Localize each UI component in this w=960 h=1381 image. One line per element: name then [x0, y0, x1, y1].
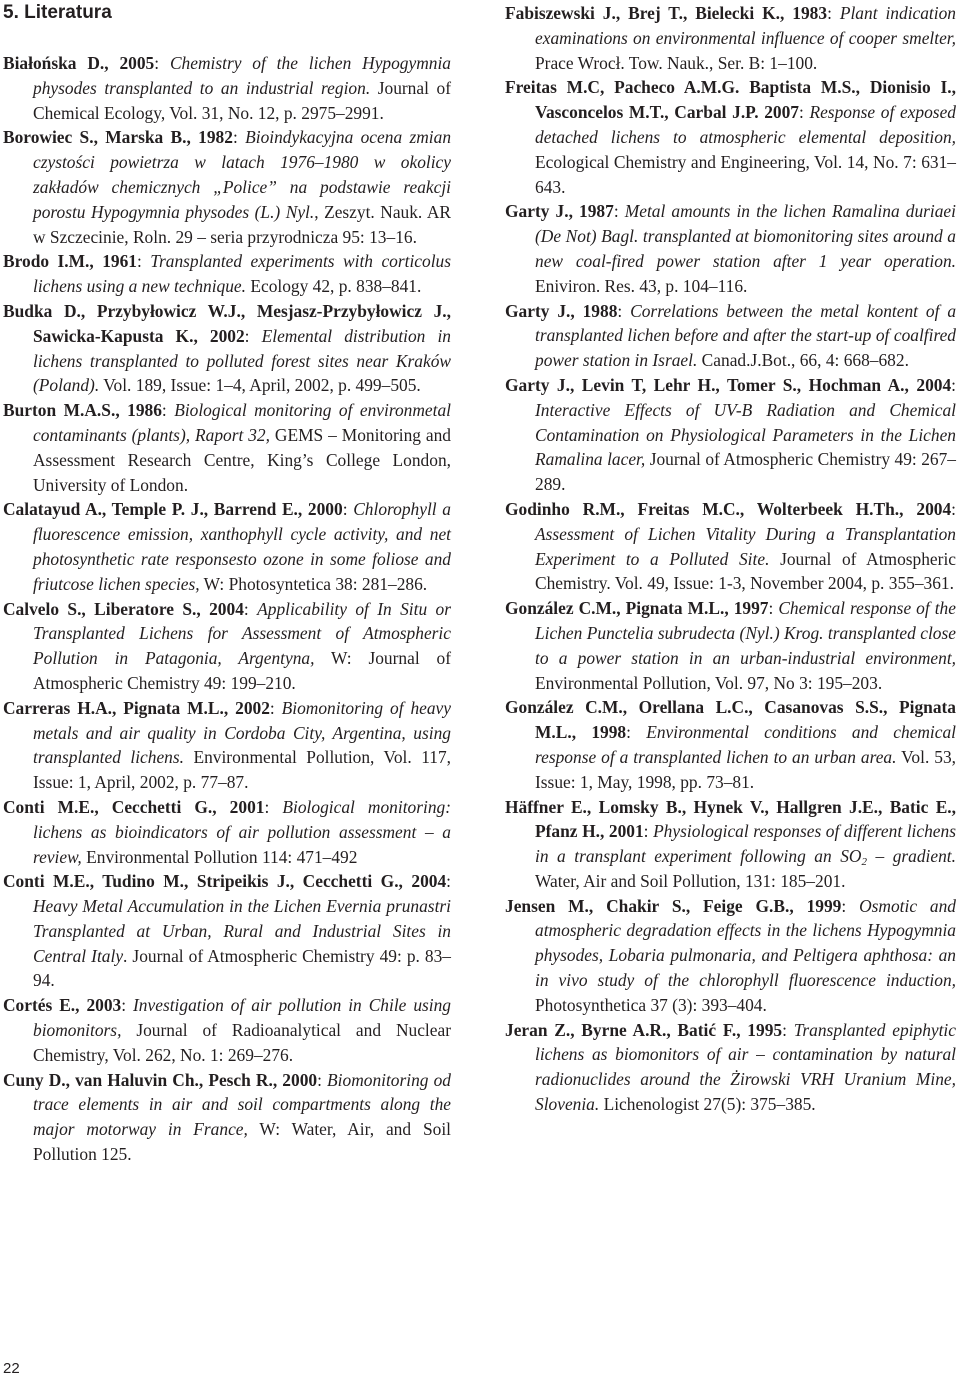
reference-year: , 2004	[196, 598, 244, 619]
reference-entry	[3, 398, 451, 497]
reference-source: Vol. 53, Issue: 1, May, 1998, pp. 73–81.	[535, 746, 956, 792]
reference-separator: :	[768, 598, 779, 619]
reference-entry	[505, 795, 956, 894]
reference-separator: :	[626, 722, 647, 743]
reference-year: , 2000	[272, 1069, 318, 1090]
reference-source: Ecology 42, p. 838–841.	[246, 276, 422, 297]
reference-separator: :	[243, 598, 258, 619]
reference-entry	[3, 125, 451, 249]
reference-title-subscript: 2	[861, 856, 867, 869]
reference-authors: Conti M.E., Cecchetti G.	[3, 796, 213, 817]
reference-source: Photosynthetica 37 (3): 393–404.	[535, 994, 767, 1015]
reference-authors: Burton M.A.S.	[3, 400, 116, 421]
reference-authors: González C.M., Pignata M.L.	[505, 598, 725, 619]
reference-entry	[505, 596, 956, 695]
reference-source: Environmental Pollution, Vol. 117, Issue: 1, April, 2002, p. 77–87.	[33, 747, 451, 793]
reference-separator: :	[342, 499, 354, 520]
reference-separator: :	[269, 697, 282, 718]
reference-separator: :	[827, 3, 840, 23]
reference-separator: :	[137, 251, 151, 272]
reference-separator: :	[613, 201, 625, 222]
page-number: 22	[3, 1360, 20, 1377]
reference-year: , 1987	[568, 201, 614, 222]
reference-title: Biological monitoring: lichens as bioindicators of air pollution assessment – a review,	[33, 796, 452, 867]
reference-source: Canad.J.Bot., 66, 4: 668–682.	[697, 350, 909, 371]
reference-source: GEMS – Monitoring and Assessment Research Centre, King’s College London, University of London.	[33, 424, 451, 495]
reference-source: Vol. 189, Issue: 1–4, April, 2002, p. 499–505.	[99, 375, 421, 396]
reference-title: Chemistry of the lichen Hypogymnia physodes transplanted to an industrial region.	[33, 53, 451, 98]
right-column	[505, 0, 956, 1117]
reference-authors: Conti M.E., Tudino M., Stripeikis J., Cecchetti G.	[3, 871, 399, 892]
reference-title-continued: – gradient.	[866, 846, 956, 867]
reference-authors: Jensen M., Chakir S., Feige G.B.	[505, 895, 790, 916]
reference-title: Interactive Effects of UV-B Radiation and Chemical Contamination on Physiological Parameters in the Lichen Ramalina lacer,	[535, 399, 956, 470]
reference-separator: :	[617, 300, 631, 321]
reference-source: Lichenologist 27(5): 375–385.	[599, 1094, 816, 1115]
reference-separator: :	[264, 796, 283, 817]
reference-title: Plant indication examinations on environmental influence of cooper smelter,	[535, 3, 956, 48]
reference-authors: Garty J., Levin T, Lehr H., Tomer S., Hochman A.	[505, 374, 905, 395]
reference-title: Osmotic and atmospheric degradation effects in the lichens Hypogymnia physodes, Lobaria pulmonaria, and Peltigera aphthosa: an in vivo study of the chlorophyll fluorescence induction,	[535, 895, 957, 991]
reference-authors: Jeran Z., Byrne A.R., Batić F.	[505, 1019, 737, 1040]
reference-year: , 1997	[724, 598, 769, 619]
reference-year: , 1999	[789, 895, 842, 916]
reference-year: , 1983	[779, 3, 828, 23]
reference-title: Investigation of air pollution in Chile using biomonitors,	[33, 995, 451, 1041]
reference-entry	[505, 1018, 956, 1117]
reference-separator: :	[643, 821, 654, 842]
reference-entry	[505, 695, 956, 794]
reference-entry	[505, 373, 956, 497]
reference-source: W: Journal of Atmospheric Chemistry 49: 199–210.	[33, 648, 452, 693]
reference-entry	[3, 597, 451, 696]
section-heading: 5. Literatura	[3, 2, 112, 23]
reference-entry	[505, 199, 956, 298]
reference-year: , 1995	[736, 1019, 783, 1040]
reference-title: Heavy Metal Accumulation in the Lichen Evernia prunastri Transplanted at Urban, Rural and Industrial Sites in Central Italy	[33, 896, 451, 966]
reference-separator: :	[446, 871, 451, 892]
reference-separator: :	[317, 1069, 328, 1090]
reference-entry	[505, 299, 956, 373]
left-column	[3, 0, 451, 1167]
reference-separator: :	[951, 498, 957, 519]
reference-entry	[505, 75, 956, 199]
reference-list-left	[3, 51, 451, 1167]
reference-source: Ecological Chemistry and Engineering, Vol. 14, No. 7: 631–643.	[535, 151, 956, 197]
reference-year: , 1988	[570, 300, 618, 321]
reference-entry	[3, 299, 451, 398]
reference-title: Physiological responses of different lichens in a transplant experiment following an SO	[535, 821, 956, 867]
reference-title: Biological monitoring of environmetal contaminants (plants), Raport 32,	[33, 400, 451, 445]
reference-source: W: Photosyntetica 38: 281–286.	[199, 573, 428, 594]
reference-separator: :	[161, 400, 175, 421]
reference-title: Biomonitoring od trace elements in air and soil compartments along the major motorway in France,	[33, 1069, 451, 1140]
reference-authors: Häffner E., Lomsky B., Hynek V., Hallgren J.E., Batic E., Pfanz H.	[505, 796, 956, 842]
reference-title: Environmental conditions and chemical response of a transplanted lichen to an urban area.	[535, 722, 956, 767]
reference-authors: Brodo I.M.	[3, 251, 90, 272]
reference-separator: :	[951, 374, 956, 395]
reference-year: , 2002	[223, 697, 270, 718]
reference-authors: Fabiszewski J., Brej T., Bielecki K.	[505, 3, 780, 23]
reference-year: , 2000	[297, 499, 343, 520]
reference-year: , 2002	[193, 325, 245, 346]
reference-entry	[505, 1, 956, 75]
reference-title: Bioindykacyjna ocena zmian czystości powietrza w latach 1976–1980 w okolicy zakładów chemicznych „Police” na podstawie reakcji porostu Hypogymnia physodes (L.) Nyl.	[33, 127, 452, 222]
reference-entry	[3, 497, 451, 596]
reference-year: , 1986	[115, 400, 162, 421]
reference-separator: :	[841, 895, 860, 916]
reference-source: Eniviron. Res. 43, p. 104–116.	[535, 275, 748, 296]
reference-title: Transplanted epiphytic lichens as biomonitors of air – contamination by natural radionuclides around the Żirowski VRH Uranium Mine, Slovenia.	[535, 1019, 956, 1115]
reference-separator: :	[782, 1019, 794, 1040]
reference-entry	[3, 1068, 451, 1167]
reference-entry	[3, 993, 451, 1067]
reference-entry	[505, 894, 956, 1018]
reference-entry	[505, 497, 956, 596]
reference-title: Chlorophyll a fluorescence emission, xanthophyll cycle activity, and net photosynthetic rate responsesto ozone in some foliose and friutcose lichen species,	[33, 499, 451, 594]
reference-separator: :	[798, 102, 810, 123]
reference-title: Response of exposed detached lichens to atmospheric elemental deposition,	[535, 102, 956, 147]
reference-source: Environmental Pollution 114: 471–492	[81, 846, 358, 867]
reference-separator: :	[121, 995, 134, 1016]
reference-source: , Zeszyt. Nauk. AR w Szczecinie, Roln. 29 – seria przyrodnicza 95: 13–16.	[33, 201, 451, 247]
reference-source: Prace Wrocł. Tow. Nauk., Ser. B: 1–100.	[535, 52, 818, 73]
reference-entry	[3, 696, 451, 795]
reference-authors: Budka D., Przybyłowicz W.J., Mesjasz-Przybyłowicz J., Sawicka-Kapusta K.	[3, 300, 451, 346]
reference-year: , 2004	[398, 871, 447, 892]
reference-authors: Cortés E.	[3, 995, 76, 1016]
reference-separator: :	[154, 53, 170, 73]
reference-title: Applicability of In Situ or Transplanted Lichens for Assessment of Atmospheric Pollution in Patagonia, Argentyna,	[33, 598, 451, 669]
reference-authors: Borowiec S., Marska B.	[3, 127, 187, 148]
reference-authors: Białońska D.	[3, 53, 105, 73]
reference-authors: Garty J.	[505, 201, 569, 222]
reference-entry	[3, 795, 451, 869]
reference-authors: González C.M., Orellana L.C., Casanovas S.S., Pignata M.L.	[505, 697, 956, 743]
reference-entry	[3, 249, 451, 299]
reference-title: Biomonitoring of heavy metals and air quality in Cordoba City, Argentina, using transplanted lichens.	[33, 697, 451, 768]
reference-source: Journal of Chemical Ecology, Vol. 31, No. 12, p. 2975–2991.	[33, 77, 451, 123]
reference-entry	[3, 51, 451, 125]
reference-year: , 1998	[571, 722, 627, 743]
reference-source: . Journal of Atmospheric Chemistry 49: p. 83–94.	[33, 945, 451, 991]
reference-separator: :	[244, 325, 262, 346]
reference-year: , 2001	[599, 821, 644, 842]
reference-authors: Cuny D., van Haluvin Ch., Pesch R.	[3, 1069, 273, 1090]
reference-title: Transplanted experiments with corticolus lichens using a new technique.	[33, 251, 451, 297]
reference-separator: :	[232, 127, 246, 148]
reference-authors: Carreras H.A., Pignata M.L.	[3, 697, 224, 718]
reference-year: , 2003	[75, 995, 122, 1016]
reference-source: Journal of Atmospheric Chemistry. Vol. 49, Issue: 1-3, November 2004, p. 355–361.	[535, 548, 956, 594]
reference-authors: Calvelo S., Liberatore S.	[3, 598, 197, 619]
reference-authors: Garty J.	[505, 300, 571, 321]
reference-authors: Calatayud A., Temple P. J., Barrend E.	[3, 499, 298, 520]
reference-title: Metal amounts in the lichen Ramalina duriaei (De Not) Bagl. transplanted at biomonitoring sites around a new coal-fired power station after 1 year operation.	[535, 201, 956, 271]
reference-source: Environmental Pollution, Vol. 97, No 3: 195–203.	[535, 672, 883, 693]
reference-year: 2007	[758, 102, 799, 123]
reference-list-right	[505, 0, 956, 1117]
reference-year: , 2005	[104, 53, 155, 73]
reference-title: Chemical response of the Lichen Punctelia subrudecta (Nyl.) Krog. transplanted close to a power station in an urban-industrial environment,	[535, 598, 956, 668]
reference-source: Water, Air and Soil Pollution, 131: 185–201.	[535, 870, 846, 891]
reference-authors: Godinho R.M., Freitas M.C., Wolterbeek H.Th.	[505, 498, 900, 519]
reference-source: Journal of Atmospheric Chemistry 49: 267–289.	[535, 449, 956, 495]
reference-title: Correlations between the metal kontent of a transplanted lichen before and after the start-up of coalfired power station in Israel.	[535, 300, 957, 371]
reference-year: , 2001	[212, 796, 265, 817]
reference-year: , 1961	[89, 251, 137, 272]
reference-authors: Freitas M.C, Pacheco A.M.G. Baptista M.S., Dionisio I., Vasconcelos M.T., Carbal J.P.	[505, 77, 956, 123]
reference-title: Elemental distribution in lichens transplanted to polluted forest sites near Kraków (Poland).	[33, 325, 452, 396]
reference-source: Journal of Radioanalytical and Nuclear Chemistry, Vol. 262, No. 1: 269–276.	[33, 1020, 451, 1065]
reference-title: Assessment of Lichen Vitality During a Transplantation Experiment to a Polluted Site.	[535, 523, 956, 569]
reference-year: , 2004	[904, 374, 952, 395]
reference-source: W: Water, Air, and Soil Pollution 125.	[33, 1119, 451, 1165]
reference-year: , 1982	[186, 127, 233, 148]
reference-year: , 2004	[899, 498, 952, 519]
reference-entry	[3, 869, 451, 993]
